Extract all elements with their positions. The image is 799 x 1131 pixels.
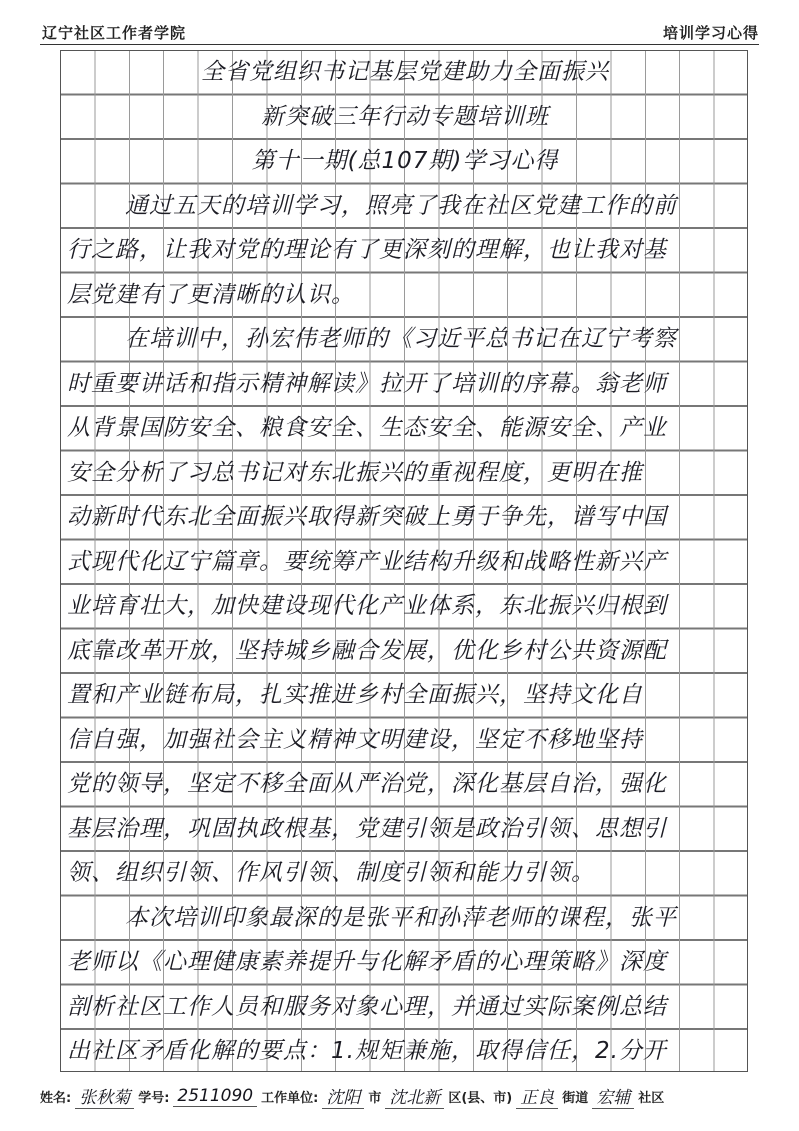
name-label: 姓名: — [40, 1090, 72, 1106]
title-line-1: 全省党组织书记基层党建助力全面振兴 — [201, 59, 609, 85]
essay-line: 本次培训印象最深的是张平和孙萍老师的课程，张平 — [125, 904, 677, 931]
work-unit-label: 工作单位: — [261, 1090, 319, 1106]
essay-line: 行之路，让我对党的理论有了更深刻的理解，也让我对基 — [67, 237, 667, 263]
community-value: 宏辅 — [592, 1083, 634, 1109]
header-rule — [40, 44, 759, 45]
student-id-label: 学号: — [138, 1090, 170, 1106]
city-label: 市 — [368, 1090, 382, 1106]
district-label: 区(县、市) — [448, 1090, 513, 1106]
document-type: 培训学习心得 — [662, 24, 759, 42]
student-id-value: 2511090 — [173, 1086, 257, 1107]
essay-line: 安全分析了习总书记对东北振兴的重视程度，更明在推 — [67, 459, 643, 486]
title-line-3: 第十一期(总107期)学习心得 — [251, 148, 559, 174]
essay-line: 领、组织引领、作风引领、制度引领和能力引领。 — [67, 860, 595, 886]
essay-line: 通过五天的培训学习，照亮了我在社区党建工作的前 — [125, 192, 677, 219]
footer-info — [40, 1083, 759, 1109]
street-value: 正良 — [516, 1083, 558, 1109]
essay-line: 信自强，加强社会主义精神文明建设，坚定不移地坚持 — [67, 726, 643, 753]
city-value: 沈阳 — [322, 1083, 364, 1109]
institution-name: 辽宁社区工作者学院 — [42, 24, 187, 42]
street-label: 街道 — [562, 1090, 589, 1106]
essay-line: 置和产业链布局，扎实推进乡村全面振兴，坚持文化自 — [67, 682, 643, 708]
essay-line: 剖析社区工作人员和服务对象心理，并通过实际案例总结 — [67, 993, 667, 1020]
essay-line: 动新时代东北全面振兴取得新突破上勇于争先，谱写中国 — [67, 504, 667, 530]
essay-line: 在培训中，孙宏伟老师的《习近平总书记在辽宁考察 — [125, 326, 677, 352]
essay-grid-paper — [60, 50, 748, 1072]
district-value: 沈北新 — [385, 1083, 444, 1109]
essay-line: 时重要讲话和指示精神解读》拉开了培训的序幕。翁老师 — [67, 370, 667, 397]
community-label: 社区 — [638, 1090, 665, 1106]
essay-line: 式现代化辽宁篇章。要统筹产业结构升级和战略性新兴产 — [67, 548, 667, 575]
essay-line: 从背景国防安全、粮食安全、生态安全、能源安全、产业 — [67, 415, 667, 441]
essay-line: 基层治理，巩固执政根基，党建引领是政治引领、思想引 — [67, 815, 667, 842]
essay-line: 业培育壮大，加快建设现代化产业体系，东北振兴归根到 — [67, 593, 667, 619]
essay-line: 出社区矛盾化解的要点：1.规矩兼施，取得信任，2.分开 — [67, 1038, 667, 1064]
essay-line: 老师以《心理健康素养提升与化解矛盾的心理策略》深度 — [67, 949, 667, 975]
essay-line: 党的领导，坚定不移全面从严治党，深化基层自治，强化 — [67, 771, 667, 797]
essay-line: 层党建有了更清晰的认识。 — [67, 281, 355, 308]
essay-line: 底靠改革开放，坚持城乡融合发展，优化乡村公共资源配 — [67, 637, 667, 664]
title-line-2: 新突破三年行动专题培训班 — [261, 103, 549, 130]
name-value: 张秋菊 — [75, 1083, 134, 1109]
